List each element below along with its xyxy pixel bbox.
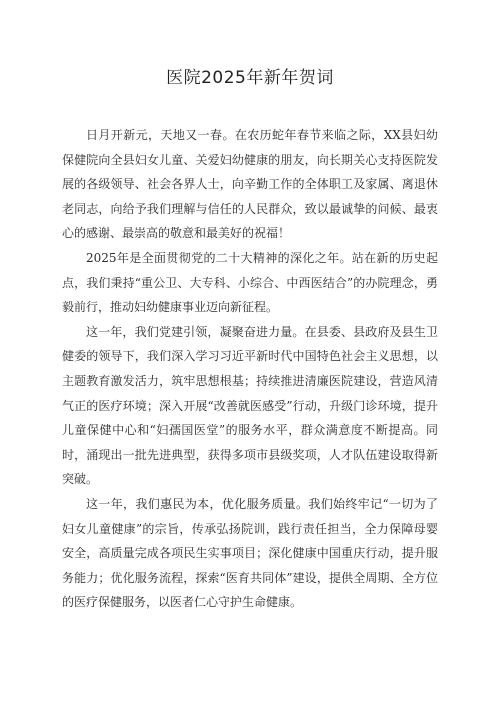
paragraph-party-building: 这一年，我们党建引领，凝聚奋进力量。在县委、县政府及县生卫健委的领导下，我们深入学习习近平新时代中国特色社会主义思想，以主题教育激发活力，筑牢思想根基；持续推进清廉医院建设，营造风清气正的医疗环境；深入开展“改善就医感受”行动，升级门诊环境，提升儿童保健中心和“妇孺国医堂”的服务水平，群众满意度不断提高。同时，涌现出一批先进典型，获得多项市县级奖项，人才队伍建设取得新突破。 (62, 324, 438, 487)
document-body (62, 123, 438, 615)
paragraph-service-quality: 这一年，我们惠民为本，优化服务质量。我们始终牢记“一切为了妇女儿童健康”的宗旨，传承弘扬院训，践行责任担当，全力保障母婴安全，高质量完成各项民生实事项目；深化健康中国重庆行动，提升服务能力；优化服务流程，探索“医育共同体”建设，提供全周期、全方位的医疗保健服务，以医者仁心守护生命健康。 (62, 496, 438, 610)
paragraph-2025-outlook: 2025年是全面贯彻党的二十大精神的深化之年。站在新的历史起点，我们秉持“重公卫、大专科、小综合、中西医结合”的办院理念，勇毅前行，推动妇幼健康事业迈向新征程。 (62, 250, 438, 315)
document-title: 医院2025年新年贺词 (166, 68, 334, 88)
paragraph-greeting: 日月开新元，天地又一春。在农历蛇年春节来临之际，XX县妇幼保健院向全县妇女儿童、关爱妇幼健康的朋友，向长期关心支持医院发展的各级领导、社会各界人士，向辛勤工作的全体职工及家属、离退休老同志，向给予我们理解与信任的人民群众，致以最诚挚的问候、最衷心的感谢、最崇高的敬意和最美好的祝福！ (62, 128, 438, 241)
